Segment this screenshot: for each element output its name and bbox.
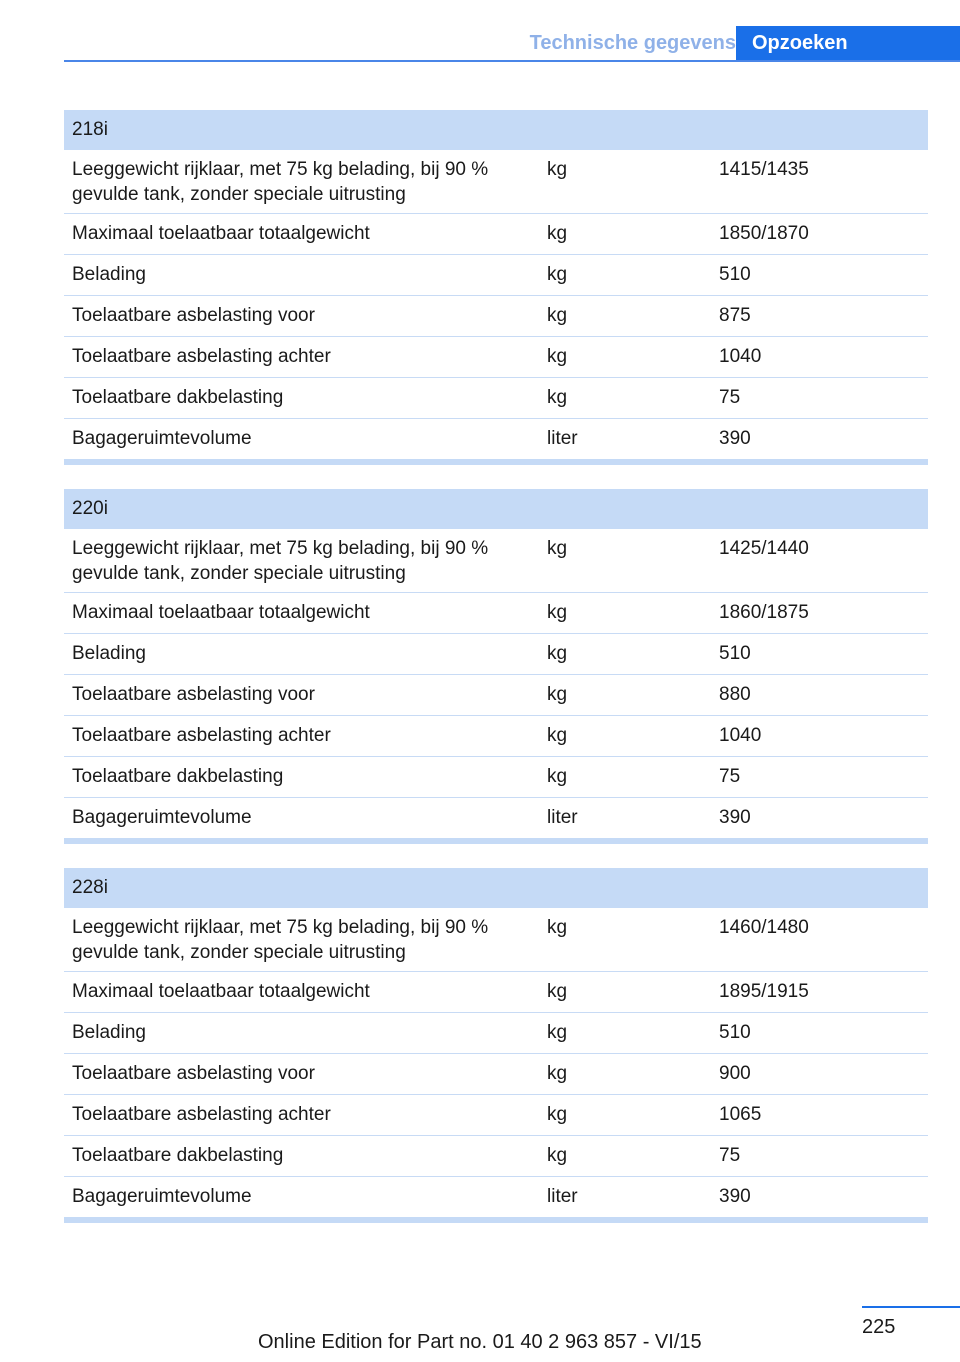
row-value: 390 xyxy=(719,807,751,828)
row-label: Toelaatbare asbelasting achter xyxy=(72,725,331,746)
spec-table xyxy=(64,110,928,465)
row-unit: kg xyxy=(547,725,568,746)
row-unit: kg xyxy=(547,684,568,705)
table-row xyxy=(64,757,928,798)
row-unit: kg xyxy=(547,1022,568,1043)
page-number: 225 xyxy=(862,1316,896,1338)
row-unit: kg xyxy=(547,1104,568,1125)
row-label: Maximaal toelaatbaar totaalgewicht xyxy=(72,981,370,1002)
row-value: 880 xyxy=(719,684,751,705)
row-value: 390 xyxy=(719,1186,751,1207)
row-unit: kg xyxy=(547,766,568,787)
footer-divider xyxy=(862,1306,960,1308)
table-row xyxy=(64,337,928,378)
table-row xyxy=(64,1136,928,1177)
table-row xyxy=(64,634,928,675)
row-unit: kg xyxy=(547,602,568,623)
row-label: Toelaatbare asbelasting achter xyxy=(72,1104,331,1125)
row-unit: kg xyxy=(547,305,568,326)
row-label: Bagageruimtevolume xyxy=(72,807,252,828)
table-row xyxy=(64,1177,928,1217)
row-unit: kg xyxy=(547,387,568,408)
row-label: Belading xyxy=(72,1022,146,1043)
table-row xyxy=(64,1054,928,1095)
row-label: Toelaatbare asbelasting voor xyxy=(72,684,315,705)
row-unit: liter xyxy=(547,1186,578,1207)
row-label: Bagageruimtevolume xyxy=(72,1186,252,1207)
table-row xyxy=(64,593,928,634)
table-row xyxy=(64,150,928,214)
header-divider xyxy=(64,60,960,62)
row-label: Toelaatbare asbelasting achter xyxy=(72,346,331,367)
row-unit: kg xyxy=(547,917,568,938)
table-row xyxy=(64,255,928,296)
row-label: Toelaatbare dakbelasting xyxy=(72,387,284,408)
row-unit: liter xyxy=(547,428,578,449)
row-label: Toelaatbare dakbelasting xyxy=(72,766,284,787)
row-value: 510 xyxy=(719,1022,751,1043)
table-header-model: 228i xyxy=(64,868,928,908)
table-row xyxy=(64,296,928,337)
row-label: Toelaatbare asbelasting voor xyxy=(72,1063,315,1084)
table-row xyxy=(64,1013,928,1054)
table-row xyxy=(64,419,928,459)
row-label: Leeggewicht rijklaar, met 75 kg belading, bij 90 % gevulde tank, zonder speciale uitrusting xyxy=(72,917,489,963)
row-label: Toelaatbare dakbelasting xyxy=(72,1145,284,1166)
row-value: 75 xyxy=(719,766,741,787)
row-unit: kg xyxy=(547,223,568,244)
section-tab-technische-gegevens[interactable]: Technische gegevens xyxy=(529,32,736,54)
row-label: Leeggewicht rijklaar, met 75 kg belading, bij 90 % gevulde tank, zonder speciale uitrusting xyxy=(72,538,489,584)
row-label: Toelaatbare asbelasting voor xyxy=(72,305,315,326)
table-row xyxy=(64,378,928,419)
row-value: 1040 xyxy=(719,346,762,367)
row-label: Leeggewicht rijklaar, met 75 kg belading, bij 90 % gevulde tank, zonder speciale uitrusting xyxy=(72,159,489,205)
row-label: Maximaal toelaatbaar totaalgewicht xyxy=(72,223,370,244)
row-value: 1460/1480 xyxy=(719,917,809,938)
table-bottom-rule xyxy=(64,1217,928,1223)
row-value: 1895/1915 xyxy=(719,981,809,1002)
row-label: Maximaal toelaatbaar totaalgewicht xyxy=(72,602,370,623)
table-bottom-rule xyxy=(64,459,928,465)
row-unit: kg xyxy=(547,643,568,664)
row-unit: kg xyxy=(547,538,568,559)
row-value: 1850/1870 xyxy=(719,223,809,244)
row-label: Bagageruimtevolume xyxy=(72,428,252,449)
table-row xyxy=(64,214,928,255)
row-unit: kg xyxy=(547,981,568,1002)
row-label: Belading xyxy=(72,643,146,664)
table-row xyxy=(64,716,928,757)
row-unit: kg xyxy=(547,264,568,285)
table-row xyxy=(64,972,928,1013)
row-value: 1425/1440 xyxy=(719,538,809,559)
row-value: 1040 xyxy=(719,725,762,746)
table-header-model: 220i xyxy=(64,489,928,529)
row-unit: liter xyxy=(547,807,578,828)
table-header-model: 218i xyxy=(64,110,928,150)
row-value: 510 xyxy=(719,264,751,285)
row-unit: kg xyxy=(547,1145,568,1166)
row-unit: kg xyxy=(547,346,568,367)
row-unit: kg xyxy=(547,159,568,180)
row-value: 875 xyxy=(719,305,751,326)
table-row xyxy=(64,908,928,972)
row-value: 75 xyxy=(719,387,741,408)
row-value: 1860/1875 xyxy=(719,602,809,623)
edition-note: Online Edition for Part no. 01 40 2 963 857 - VI/15 xyxy=(258,1331,702,1353)
row-value: 900 xyxy=(719,1063,751,1084)
row-value: 510 xyxy=(719,643,751,664)
table-row xyxy=(64,529,928,593)
row-value: 1065 xyxy=(719,1104,762,1125)
table-bottom-rule xyxy=(64,838,928,844)
spec-table xyxy=(64,868,928,1223)
row-value: 1415/1435 xyxy=(719,159,809,180)
table-row xyxy=(64,675,928,716)
row-value: 75 xyxy=(719,1145,741,1166)
spec-table xyxy=(64,489,928,844)
table-row xyxy=(64,798,928,838)
row-unit: kg xyxy=(547,1063,568,1084)
table-row xyxy=(64,1095,928,1136)
row-label: Belading xyxy=(72,264,146,285)
row-value: 390 xyxy=(719,428,751,449)
tab-opzoeken[interactable]: Opzoeken xyxy=(736,26,960,62)
page-header xyxy=(0,0,960,62)
